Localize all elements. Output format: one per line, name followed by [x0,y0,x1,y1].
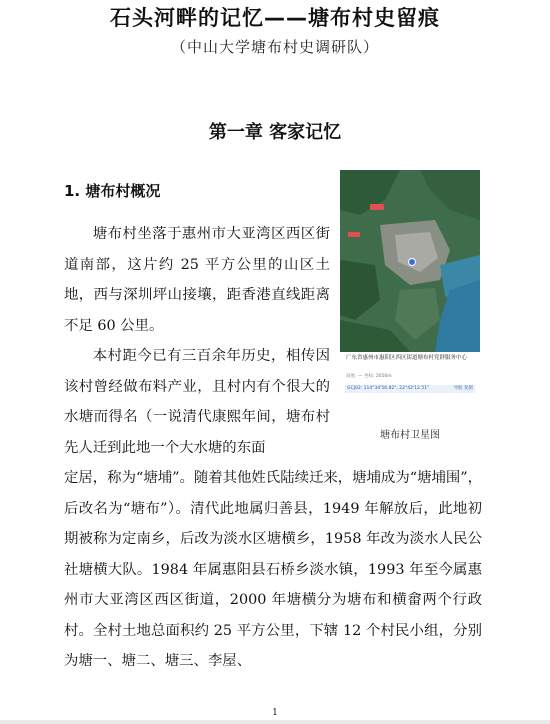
chapter-heading: 第一章 客家记忆 [208,122,342,143]
document-title: 石头河畔的记忆——塘布村史留痕 [110,6,440,30]
figure-caption: 塘布村卫星图 [380,430,440,441]
page-number: 1 [272,708,278,718]
page-bottom-divider [0,720,550,724]
paragraph-2: 本村距今已有三百余年历史，相传因该村曾经做布料产业，且村内有个很大的水塘而得名（一说清代康熙年间，塘布村先人迁到此地一个大水塘的东面 [64,348,330,456]
paragraph-1: 塘布村坐落于惠州市大亚湾区西区街道南部，这片约 25 平方公里的山区土地，西与深圳坪山接壤，距香港直线距离不足 60 公里。 [64,226,330,334]
document-subtitle: （中山大学塘布村史调研队） [170,38,379,56]
satellite-map-image [340,170,480,398]
section-heading: 1. 塘布村概况 [64,182,161,200]
location-info-card [342,352,478,396]
paragraph-3: 定居，称为“塘埔”。随着其他姓氏陆续迁来，塘埔成为“塘埔围”，后改名为“塘布”）。清代此地属归善县，1949 年解放后，此地初期被称为定南乡，后改为淡水区塘横乡，1958 年改为淡水人民公社塘横大队。1984 年属惠阳县石桥乡淡水镇，1993 年至今属惠州市大亚湾区西区街道，2000 年塘横分为塘布和横畲两个行政村。全村土地总面积约 25 平方公里，下辖 12 个村民小组，分别为塘一、塘二、塘三、李屋、 [64,470,482,669]
location-name: 广东省惠州市惠阳区西区街道塘布村党群服务中心 [346,355,468,361]
location-coordinates: GCJ02: 114°34'56.82", 22°42'12.51" [345,385,475,393]
location-detail-row: 高度: — 坐标: 2056m [346,374,392,379]
location-action-links[interactable]: 导航 复制 [453,386,473,391]
